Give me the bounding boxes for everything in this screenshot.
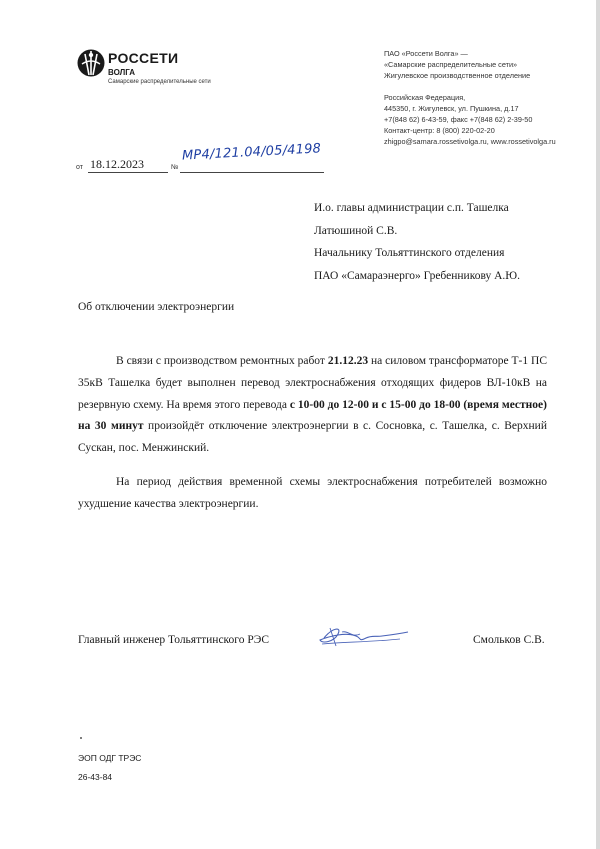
rosseti-logo-icon [76,48,106,78]
org-line: +7(848 62) 6-43-59, факс +7(848 62) 2-39-50 [384,115,533,124]
org-line: Жигулевское производственное отделение [384,71,531,80]
outage-time: с 10-00 до 12-00 и с 15-00 до 18-00 (время местное) на 30 минут [78,398,547,433]
addressees [314,197,520,287]
addressee-line: И.о. главы администрации с.п. Ташелка [314,202,509,214]
org-gap [384,81,584,92]
letter-subject: Об отключении электроэнергии [78,301,235,313]
work-date: 21.12.23 [327,355,369,367]
date-label: от [76,164,83,171]
org-line: Российская Федерация, [384,93,466,102]
org-line: zhigpo@samara.rossetivolga.ru, www.rossetivolga.ru [384,137,556,146]
number-underline [180,172,324,173]
addressee-line: Начальнику Тольяттинского отделения [314,247,505,259]
number-label: № [171,164,179,171]
date-underline [88,172,168,173]
logo-region: ВОЛГА [108,68,136,77]
signatory-name: Смольков С.В. [473,634,545,646]
document-date: 18.12.2023 [90,157,144,171]
body-text: на силовом трансформаторе Т-1 ПС 35кВ Ташелка будет выполнен перевод электроснабжения отходящих фидеров ВЛ-10кВ на резервную схему. На время этого перевода [78,355,547,411]
body-paragraph [78,351,547,460]
letter-body [78,351,547,528]
body-text: произойдёт отключение электроэнергии в с. Сосновка, с. Ташелка, с. Верхний Сускан, пос. Менжинский. [78,420,547,455]
org-line: «Самарские распределительные сети» [384,60,518,69]
org-line: ПАО «Россети Волга» — [384,49,468,58]
addressee-line: ПАО «Самараэнерго» Гребенникову А.Ю. [314,269,520,282]
handwritten-signature [312,618,412,652]
executor-info [78,749,141,787]
organization-details [384,48,584,147]
page-edge-shadow [596,0,600,849]
executor-phone: 26-43-84 [78,772,113,782]
body-paragraph: На период действия временной схемы электроснабжения потребителей возможно ухудшение качества электроэнергии. [78,475,547,510]
executor-name: ЭОП ОДГ ТРЭС [78,753,142,763]
company-logo [76,48,286,98]
org-line: Контакт-центр: 8 (800) 220-02-20 [384,126,495,135]
signatory-title: Главный инженер Тольяттинского РЭС [78,634,270,646]
org-line: 445350, г. Жигулевск, ул. Пушкина, д.17 [384,104,519,113]
margin-mark [80,737,82,739]
body-text: В связи с производством ремонтных работ [116,355,328,367]
document-number: МР4/121.04/05/4198 [181,141,322,164]
logo-branch: Самарские распределительные сети [108,79,211,85]
addressee-line: Латюшиной С.В. [314,224,398,237]
logo-name: РОССЕТИ [108,50,179,66]
